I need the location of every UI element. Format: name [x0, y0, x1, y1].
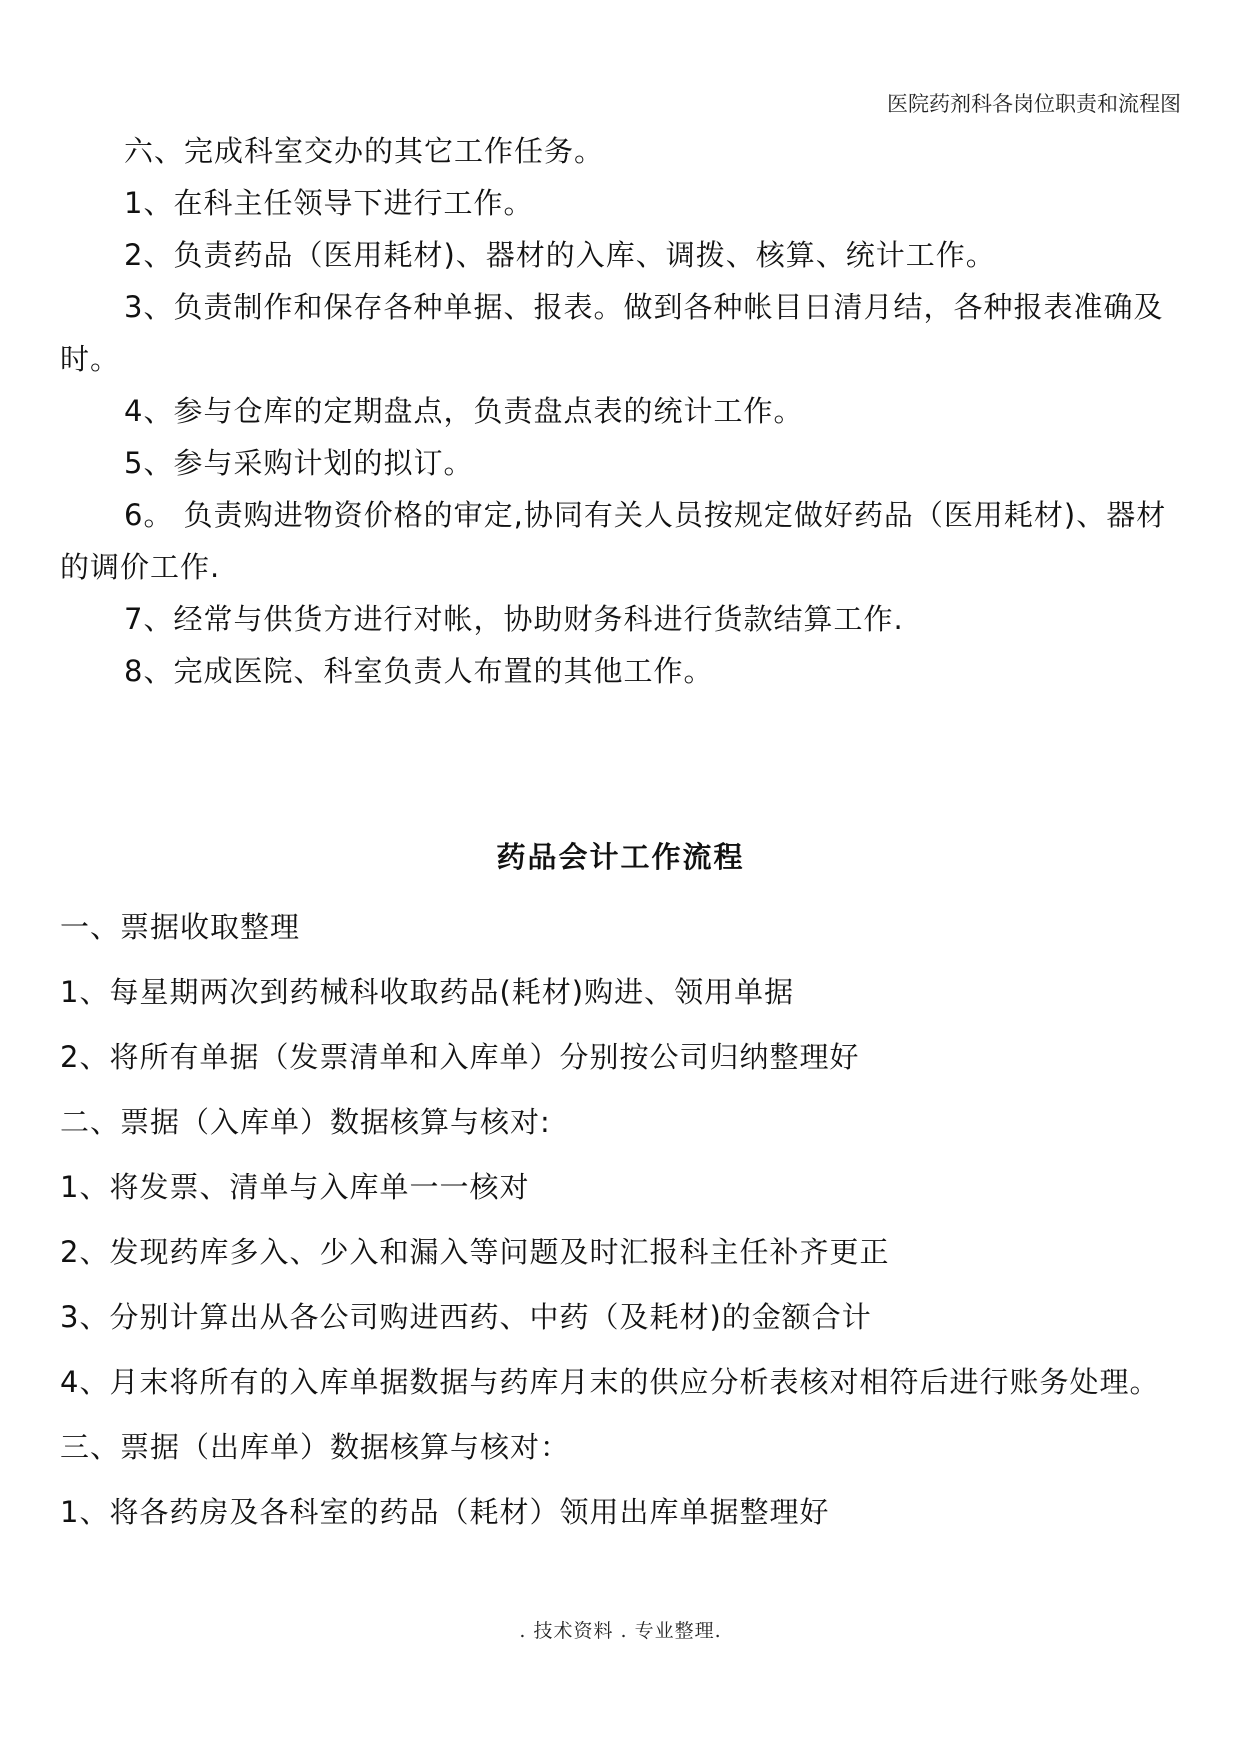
- duty-item: 1、在科主任领导下进行工作。: [124, 186, 534, 220]
- workflow-line: 一、票据收取整理: [60, 910, 301, 944]
- workflow-line: 三、票据（出库单）数据核算与核对：: [60, 1430, 571, 1464]
- duty-item: 6。 负责购进物资价格的审定,协同有关人员按规定做好药品（医用耗材)、器材的调价工作.: [60, 498, 1167, 584]
- duty-item: 2、负责药品（医用耗材)、器材的入库、调拨、核算、统计工作。: [124, 238, 996, 272]
- workflow-list: [60, 895, 1185, 1545]
- page-footer: . 技术资料 . 专业整理.: [519, 1620, 722, 1642]
- workflow-line: 1、将发票、清单与入库单一一核对: [60, 1170, 530, 1204]
- duties-list: [60, 125, 1185, 697]
- duty-item: 5、参与采购计划的拟订。: [124, 446, 474, 480]
- workflow-line: 2、发现药库多入、少入和漏入等问题及时汇报科主任补齐更正: [60, 1235, 890, 1269]
- duty-item: 3、负责制作和保存各种单据、报表。做到各种帐目日清月结，各种报表准确及时。: [60, 290, 1164, 376]
- workflow-title: 药品会计工作流程: [496, 840, 745, 874]
- workflow-line: 4、月末将所有的入库单据数据与药库月末的供应分析表核对相符后进行账务处理。: [60, 1365, 1160, 1399]
- workflow-line: 2、将所有单据（发票清单和入库单）分别按公司归纳整理好: [60, 1040, 860, 1074]
- workflow-line: 3、分别计算出从各公司购进西药、中药（及耗材)的金额合计: [60, 1300, 872, 1334]
- workflow-line: 1、每星期两次到药械科收取药品(耗材)购进、领用单据: [60, 975, 795, 1009]
- page-header: 医院药剂科各岗位职责和流程图: [887, 92, 1181, 116]
- duty-item: 8、完成医院、科室负责人布置的其他工作。: [124, 654, 714, 688]
- duty-item: 六、完成科室交办的其它工作任务。: [124, 134, 605, 168]
- duty-item: 4、参与仓库的定期盘点，负责盘点表的统计工作。: [124, 394, 804, 428]
- workflow-line: 1、将各药房及各科室的药品（耗材）领用出库单据整理好: [60, 1495, 830, 1529]
- duty-item: 7、经常与供货方进行对帐，协助财务科进行货款结算工作.: [124, 602, 904, 636]
- workflow-line: 二、票据（入库单）数据核算与核对:: [60, 1105, 551, 1139]
